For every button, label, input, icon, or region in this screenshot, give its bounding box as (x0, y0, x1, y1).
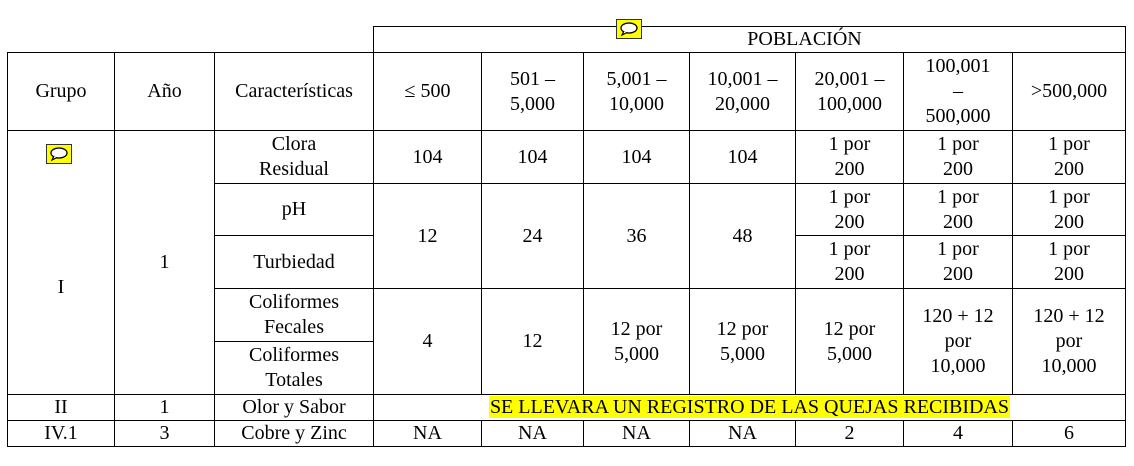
characteristic-turbiedad: Turbiedad (215, 236, 374, 289)
clora-value: 104 (584, 131, 690, 184)
characteristic-coliformes-fecales: Coliformes Fecales (215, 289, 374, 342)
coliformes-value: 12 por 5,000 (690, 289, 796, 395)
turbiedad-value: 1 por 200 (1013, 236, 1126, 289)
coliformes-value: 12 por 5,000 (796, 289, 904, 395)
ph-value: 1 por 200 (796, 184, 904, 236)
clora-value: 1 por 200 (904, 131, 1013, 184)
top-left-blank (8, 27, 374, 53)
cobre-zinc-value: 2 (796, 421, 904, 447)
cobre-zinc-value: 6 (1013, 421, 1126, 447)
header-range: >500,000 (1013, 53, 1126, 131)
header-ano: Año (115, 53, 215, 131)
coliformes-value: 120 + 12 por 10,000 (1013, 289, 1126, 395)
header-range: 5,001 – 10,000 (584, 53, 690, 131)
population-header: POBLACIÓN (374, 27, 1126, 53)
water-monitoring-table (7, 26, 1126, 447)
turbiedad-value: 1 por 200 (904, 236, 1013, 289)
olor-sabor-note: SE LLEVARA UN REGISTRO DE LAS QUEJAS RECIBIDAS (489, 396, 1010, 418)
characteristic-coliformes-totales: Coliformes Totales (215, 342, 374, 395)
comment-icon[interactable] (616, 19, 642, 39)
cobre-zinc-value: NA (584, 421, 690, 447)
cobre-zinc-value: NA (690, 421, 796, 447)
coliformes-value: 120 + 12 por 10,000 (904, 289, 1013, 395)
characteristic-cobre-zinc: Cobre y Zinc (215, 421, 374, 447)
ph-value: 1 por 200 (904, 184, 1013, 236)
header-range: ≤ 500 (374, 53, 482, 131)
clora-value: 1 por 200 (796, 131, 904, 184)
header-caracteristicas: Características (215, 53, 374, 131)
characteristic-ph: pH (215, 184, 374, 236)
ph-turbiedad-value: 24 (482, 184, 584, 289)
cobre-zinc-value: 4 (904, 421, 1013, 447)
coliformes-value: 12 (482, 289, 584, 395)
group-i-year: 1 (115, 131, 215, 395)
header-range: 501 – 5,000 (482, 53, 584, 131)
group-ii-year: 1 (115, 395, 215, 421)
group-iv-year: 3 (115, 421, 215, 447)
ph-turbiedad-value: 12 (374, 184, 482, 289)
cobre-zinc-value: NA (482, 421, 584, 447)
characteristic-clora: Clora Residual (215, 131, 374, 184)
ph-turbiedad-value: 48 (690, 184, 796, 289)
header-range: 10,001 – 20,000 (690, 53, 796, 131)
ph-value: 1 por 200 (1013, 184, 1126, 236)
coliformes-value: 12 por 5,000 (584, 289, 690, 395)
olor-sabor-note-cell (374, 395, 1126, 421)
header-range: 100,001 – 500,000 (904, 53, 1013, 131)
header-range: 20,001 – 100,000 (796, 53, 904, 131)
group-ii-label: II (8, 395, 115, 421)
header-grupo: Grupo (8, 53, 115, 131)
clora-value: 104 (690, 131, 796, 184)
coliformes-value: 4 (374, 289, 482, 395)
turbiedad-value: 1 por 200 (796, 236, 904, 289)
group-iv-label: IV.1 (8, 421, 115, 447)
characteristic-olor-sabor: Olor y Sabor (215, 395, 374, 421)
cobre-zinc-value: NA (374, 421, 482, 447)
ph-turbiedad-value: 36 (584, 184, 690, 289)
group-i-label: I (57, 276, 65, 298)
clora-value: 104 (482, 131, 584, 184)
clora-value: 1 por 200 (1013, 131, 1126, 184)
comment-icon[interactable] (46, 144, 72, 164)
clora-value: 104 (374, 131, 482, 184)
group-i-cell (8, 131, 115, 395)
